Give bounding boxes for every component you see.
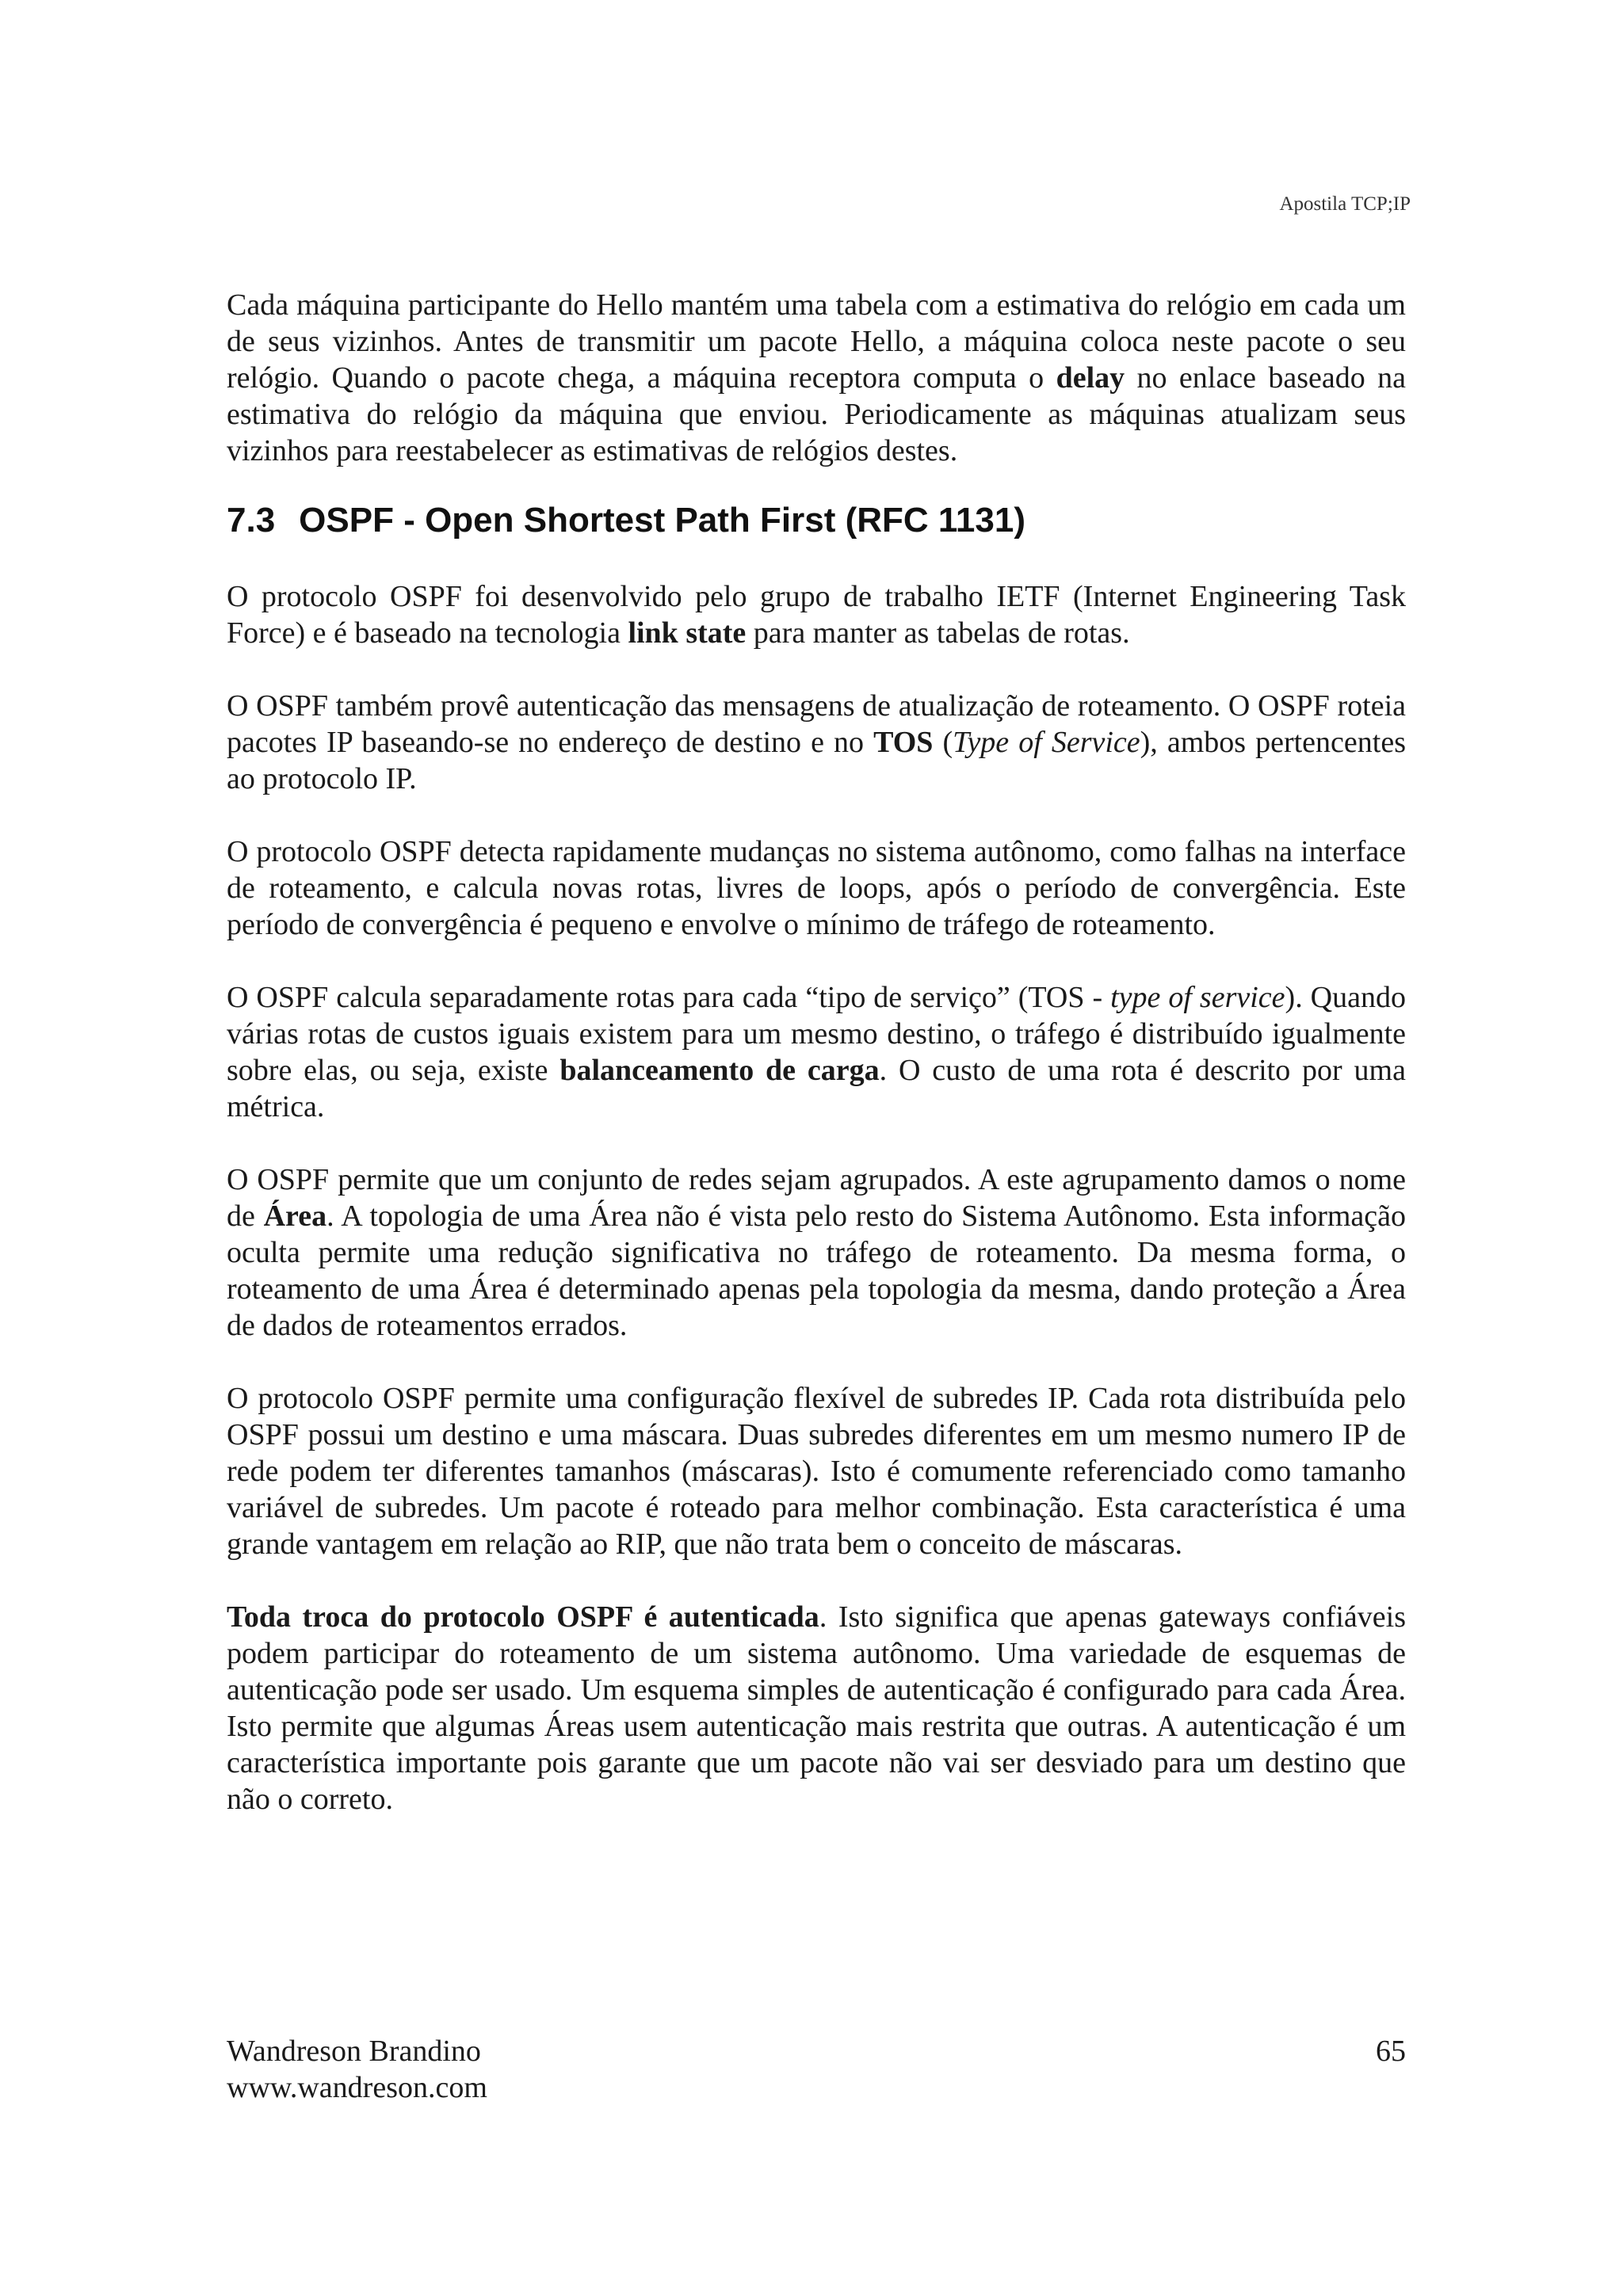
section-heading [227, 499, 1406, 542]
paragraph-ospf-authentication: O OSPF também provê autenticação das mensagens de atualização de roteamento. O OSPF roteia pacotes IP baseando-se no endereço de destino e no TOS (Type of Service), ambos pertencentes ao protocolo IP. [227, 689, 1406, 795]
emphasis-bold: Toda troca do protocolo OSPF é autenticada [227, 1600, 819, 1634]
emphasis-bold: balanceamento de carga [559, 1054, 880, 1087]
emphasis-bold: link state [628, 616, 747, 650]
footer-website: www.wandreson.com [227, 2071, 487, 2104]
paragraph-ospf-subnets: O protocolo OSPF permite uma configuração flexível de subredes IP. Cada rota distribuída pelo OSPF possui um destino e uma máscara. Duas subredes diferentes em um mesmo numero IP de rede podem ter diferentes tamanhos (máscaras). Isto é comumente referenciado como tamanho variável de subredes. Um pacote é roteado para melhor combinação. Esta característica é uma grande vantagem em relação ao RIP, que não trata bem o conceito de máscaras. [227, 1382, 1406, 1561]
emphasis-bold: Área [263, 1199, 327, 1233]
paragraph-ospf-authenticated: Toda troca do protocolo OSPF é autenticada. Isto significa que apenas gateways confiáveis podem participar do roteamento de um sistema autônomo. Uma variedade de esquemas de autenticação pode ser usado. Um esquema simples de autenticação é configurado para cada Área. Isto permite que algumas Áreas usem autenticação mais restrita que outras. A autenticação é um característica importante pois garante que um pacote não vai ser desviado para um destino que não o correto. [227, 1600, 1406, 1816]
emphasis-bold: TOS [873, 726, 934, 759]
footer-author: Wandreson Brandino [227, 2035, 481, 2068]
emphasis-italic: Type of Service [953, 726, 1140, 759]
emphasis-bold: delay [1056, 361, 1125, 395]
paragraph-ospf-convergence: O protocolo OSPF detecta rapidamente mudanças no sistema autônomo, como falhas na interface de roteamento, e calcula novas rotas, livres de loops, após o período de convergência. Este período de convergência é pequeno e envolve o mínimo de tráfego de roteamento. [227, 835, 1406, 941]
paragraph-ospf-tos: O OSPF calcula separadamente rotas para cada “tipo de serviço” (TOS - type of service). Quando várias rotas de custos iguais existem para um mesmo destino, o tráfego é distribuído igualmente sobre elas, ou seja, existe balanceamento de carga. O custo de uma rota é descrito por uma métrica. [227, 981, 1406, 1123]
paragraph-ospf-area: O OSPF permite que um conjunto de redes sejam agrupados. A este agrupamento damos o nome de Área. A topologia de uma Área não é vista pelo resto do Sistema Autônomo. Esta informação oculta permite uma redução significativa no tráfego de roteamento. Da mesma forma, o roteamento de uma Área é determinado apenas pela topologia da mesma, dando proteção a Área de dados de roteamentos errados. [227, 1163, 1406, 1342]
section-number: 7.3 [227, 501, 276, 540]
page-content [227, 287, 1406, 1854]
emphasis-italic: type of service [1110, 981, 1285, 1014]
section-title: OSPF - Open Shortest Path First (RFC 1131) [299, 501, 1025, 540]
paragraph-ospf-intro: O protocolo OSPF foi desenvolvido pelo grupo de trabalho IETF (Internet Engineering Task Force) e é baseado na tecnologia link state para manter as tabelas de rotas. [227, 580, 1406, 650]
page-number: 65 [1376, 2035, 1406, 2068]
paragraph-hello-clock: Cada máquina participante do Hello mantém uma tabela com a estimativa do relógio em cada um de seus vizinhos. Antes de transmitir um pacote Hello, a máquina coloca neste pacote o seu relógio. Quando o pacote chega, a máquina receptora computa o delay no enlace baseado na estimativa do relógio da máquina que enviou. Periodicamente as máquinas atualizam seus vizinhos para reestabelecer as estimativas de relógios destes. [227, 288, 1407, 467]
page-footer [227, 2033, 1406, 2106]
running-header: Apostila TCP;IP [1279, 193, 1411, 215]
